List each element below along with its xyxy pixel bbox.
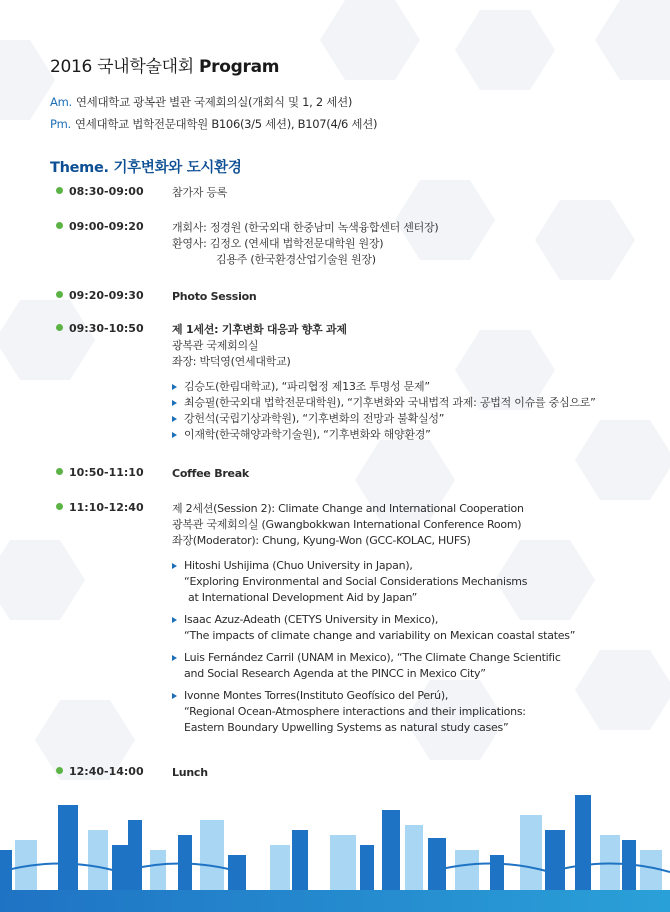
venue-pm-text: 연세대학교 법학전문대학원 B106(3/5 세션), B107(4/6 세션) (74, 117, 378, 131)
session-content (172, 322, 662, 443)
session-text: 참가자 등록 (172, 186, 228, 199)
green-bullet-icon (56, 767, 63, 774)
session-room: 광복관 국제회의실 (Gwangbokkwan International Conference Room) (172, 518, 522, 531)
session-moderator: 좌장: 박덕영(연세대학교) (172, 355, 291, 368)
opening-remarks: 개회사: 정경원 (한국외대 한중남미 녹색융합센터 센터장) (172, 221, 439, 234)
session-room: 광복관 국제회의실 (172, 339, 259, 352)
talk-item: Ivonne Montes Torres(Instituto Geofísico del Perú), “Regional Ocean-Atmosphere interactions and their implications: Eastern Boundary Upwelling Systems as natural study cases” (172, 688, 662, 736)
program-word: Program (199, 57, 280, 77)
talk-item: 강헌석(국립기상과학원), “기후변화의 전망과 불확실성” (172, 411, 662, 427)
arrow-bullet-icon (172, 400, 177, 406)
arrow-bullet-icon (172, 563, 177, 569)
theme-heading: Theme. 기후변화와 도시환경 (50, 160, 242, 176)
arrow-bullet-icon (172, 432, 177, 438)
venue-am (50, 94, 352, 110)
talk-item: Luis Fernández Carril (UNAM in Mexico), “The Climate Change Scientific and Social Research Agenda at the PINCC in Mexico City” (172, 650, 662, 682)
time-slot: 08:30-09:00 (56, 185, 144, 198)
welcome-remarks: 환영사: 김정오 (연세대 법학전문대학원 원장) (172, 237, 384, 250)
session-title: 제 2세션(Session 2): Climate Change and International Cooperation (172, 502, 524, 515)
talk-list (172, 558, 662, 736)
green-bullet-icon (56, 291, 63, 298)
time-slot: 10:50-11:10 (56, 466, 144, 479)
arrow-bullet-icon (172, 416, 177, 422)
time-slot: 09:00-09:20 (56, 220, 144, 233)
session-content (172, 501, 662, 736)
venue-pm (50, 116, 377, 132)
arrow-bullet-icon (172, 655, 177, 661)
city-skyline-illustration (0, 790, 670, 912)
talk-item: 김승도(한림대학교), “파리협정 제13조 투명성 문제” (172, 379, 662, 395)
session-content (172, 185, 662, 201)
venue-pm-tag: Pm. (50, 117, 71, 131)
session-content (172, 220, 662, 268)
session-title: 제 1세션: 기후변화 대응과 향후 과제 (172, 323, 347, 336)
green-bullet-icon (56, 222, 63, 229)
page-title: 2016 국내학술대회 Program (50, 57, 280, 77)
session-text: Photo Session (172, 290, 257, 303)
arrow-bullet-icon (172, 384, 177, 390)
green-bullet-icon (56, 468, 63, 475)
green-bullet-icon (56, 187, 63, 194)
time-slot: 09:20-09:30 (56, 289, 144, 302)
time-slot: 09:30-10:50 (56, 322, 144, 335)
venue-am-tag: Am. (50, 95, 72, 109)
arrow-bullet-icon (172, 617, 177, 623)
session-moderator: 좌장(Moderator): Chung, Kyung-Won (GCC-KOLAC, HUFS) (172, 534, 471, 547)
talk-item: Hitoshi Ushijima (Chuo University in Japan), “Exploring Environmental and Social Considerations Mechanisms at International Development Aid by Japan” (172, 558, 662, 606)
green-bullet-icon (56, 503, 63, 510)
session-content (172, 765, 662, 781)
talk-item: Isaac Azuz-Adeath (CETYS University in Mexico), “The impacts of climate change and variability on Mexican coastal states” (172, 612, 662, 644)
time-slot: 11:10-12:40 (56, 501, 144, 514)
session-text: Lunch (172, 766, 208, 779)
talk-item: 이재학(한국해양과학기술원), “기후변화와 해양환경” (172, 427, 662, 443)
welcome-remarks-2: 김용주 (한국환경산업기술원 원장) (216, 253, 376, 266)
green-bullet-icon (56, 324, 63, 331)
session-content (172, 289, 662, 305)
session-text: Coffee Break (172, 467, 249, 480)
session-content (172, 466, 662, 482)
venue-am-text: 연세대학교 광복관 별관 국제회의실(개회식 및 1, 2 세션) (75, 95, 353, 109)
time-slot: 12:40-14:00 (56, 765, 144, 778)
talk-item: 최승필(한국외대 법학전문대학원), “기후변화와 국내법적 과제: 공법적 이슈를 중심으로” (172, 395, 662, 411)
arrow-bullet-icon (172, 693, 177, 699)
talk-list (172, 379, 662, 443)
